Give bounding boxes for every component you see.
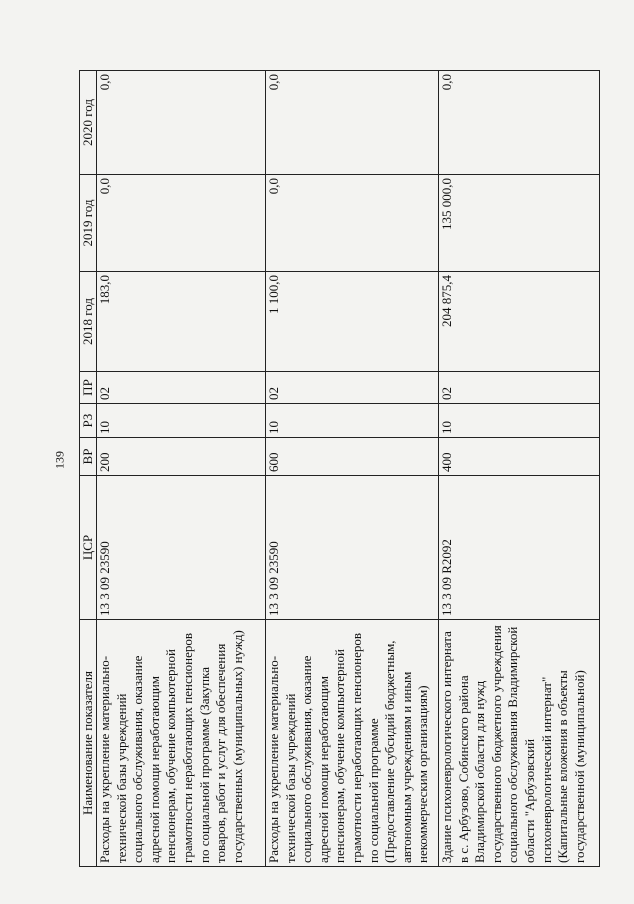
header-2019: 2019 год: [80, 175, 97, 272]
cell-rz: 10: [97, 404, 266, 438]
table-row: [439, 71, 600, 867]
table-row: [97, 71, 266, 867]
cell-2019: 135 000,0: [439, 175, 600, 272]
cell-pr: 02: [97, 372, 266, 404]
cell-2019: 0,0: [266, 175, 439, 272]
cell-2019: 0,0: [97, 175, 266, 272]
header-pr: ПР: [80, 372, 97, 404]
cell-name: Здание психоневрологического интерната в с. Арбузово, Собинского района Владимирской области для нужд государственного бюджетного учреждения социального обслуживания Владимирской области "Арбузовский психоневрологический интернат" (Капитальные вложения в объекты государственной (муниципальной): [439, 620, 600, 867]
cell-2020: 0,0: [439, 71, 600, 175]
header-vr: ВР: [80, 438, 97, 476]
cell-2020: 0,0: [266, 71, 439, 175]
cell-name: Расходы на укрепление материально-технической базы учреждений социального обслуживания, оказание адресной помощи неработающим пенсионерам, обучение компьютерной грамотности неработающих пенсионеров по социальной программе (Предоставление субсидий бюджетным, автономным учреждениям и иным некоммерческим организациям): [266, 620, 439, 867]
cell-name: Расходы на укрепление материально-технической базы учреждений социального обслуживания, оказание адресной помощи неработающим пенсионерам, обучение компьютерной грамотности неработающих пенсионеров по социальной программе (Закупка товаров, работ и услуг для обеспечения государственных (муниципальных) нужд): [97, 620, 266, 867]
header-2020: 2020 год: [80, 71, 97, 175]
header-2018: 2018 год: [80, 272, 97, 372]
cell-vr: 400: [439, 438, 600, 476]
cell-2018: 1 100,0: [266, 272, 439, 372]
cell-pr: 02: [439, 372, 600, 404]
cell-pr: 02: [266, 372, 439, 404]
cell-csr: 13 3 09 R2092: [439, 476, 600, 620]
rotated-table-container: [79, 71, 597, 867]
header-csr: ЦСР: [80, 476, 97, 620]
header-name: Наименование показателя: [80, 620, 97, 867]
page-number: [52, 440, 68, 480]
header-rz: РЗ: [80, 404, 97, 438]
table-row: [266, 71, 439, 867]
cell-2018: 204 875,4: [439, 272, 600, 372]
cell-rz: 10: [266, 404, 439, 438]
budget-table: [79, 70, 600, 867]
cell-csr: 13 3 09 23590: [266, 476, 439, 620]
table-header-row: [80, 71, 97, 867]
cell-csr: 13 3 09 23590: [97, 476, 266, 620]
cell-vr: 200: [97, 438, 266, 476]
cell-vr: 600: [266, 438, 439, 476]
page-number-text: 139: [52, 451, 67, 469]
cell-2018: 183,0: [97, 272, 266, 372]
cell-2020: 0,0: [97, 71, 266, 175]
cell-rz: 10: [439, 404, 600, 438]
